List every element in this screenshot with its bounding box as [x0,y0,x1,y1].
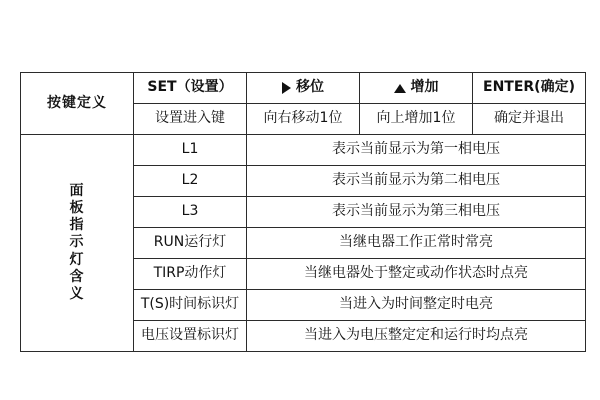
indicator-desc: 当进入为时间整定时电亮 [247,290,586,321]
indicator-desc: 表示当前显示为第二相电压 [247,166,586,197]
table-row [21,135,586,166]
indicator-desc: 表示当前显示为第三相电压 [247,197,586,228]
section-panel-indicator-label [21,135,134,352]
header-enter-key: ENTER(确定) [473,73,586,104]
header-increase-key-label: 增加 [410,79,439,96]
header-shift-key-label: 移位 [296,79,324,96]
indicator-name: L2 [134,166,247,197]
subheader-set-desc: 设置进入键 [134,104,247,135]
table-header-row [21,73,586,104]
indicator-desc: 当继电器工作正常时常亮 [247,228,586,259]
header-increase-key [360,73,473,104]
indicator-desc: 表示当前显示为第一相电压 [247,135,586,166]
triangle-right-icon [282,82,291,94]
section-panel-indicator-text: 面板指示灯含义 [69,183,85,302]
header-key-definition-label: 按键定义 [21,73,134,135]
subheader-enter-desc: 确定并退出 [473,104,586,135]
subheader-increase-desc: 向上增加1位 [360,104,473,135]
indicator-name: L3 [134,197,247,228]
indicator-name: T(S)时间标识灯 [134,290,247,321]
indicator-desc: 当继电器处于整定或动作状态时点亮 [247,259,586,290]
triangle-up-icon [394,84,406,93]
indicator-name: RUN运行灯 [134,228,247,259]
header-shift-key [247,73,360,104]
subheader-shift-desc: 向右移动1位 [247,104,360,135]
indicator-name: L1 [134,135,247,166]
key-definition-table [20,72,586,352]
header-set-key: SET（设置） [134,73,247,104]
indicator-name: TIRP动作灯 [134,259,247,290]
indicator-name: 电压设置标识灯 [134,321,247,352]
indicator-desc: 当进入为电压整定定和运行时均点亮 [247,321,586,352]
